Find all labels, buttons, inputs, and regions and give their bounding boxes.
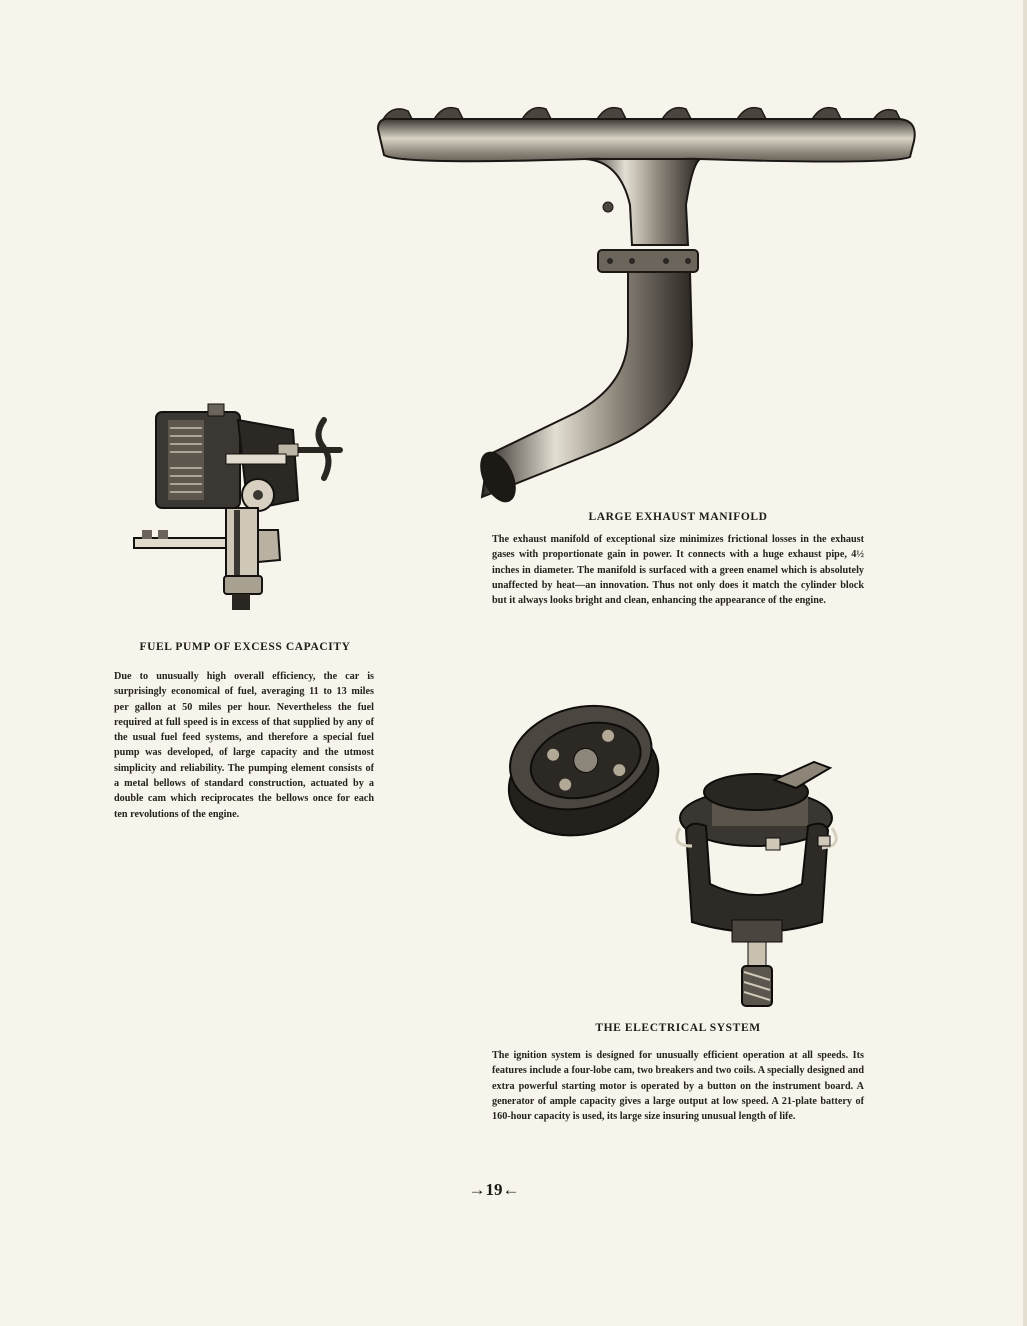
fuel-pump-illustration	[128, 390, 358, 615]
fuel-pump-caption: FUEL PUMP OF EXCESS CAPACITY	[139, 641, 351, 653]
electrical-description: The ignition system is designed for unusually efficient operation at all speeds. Its features include a four-lobe cam, two breakers and two coils. A specially designed and extra powerful starting motor is operated by a button on the instrument board. A generator of ample capacity gives a large output at low speed. A 21-plate battery of 160-hour capacity is used, its large size insuring unusual length of life.	[492, 1050, 864, 1123]
page-edge	[1023, 0, 1027, 1326]
exhaust-manifold-illustration	[370, 95, 920, 505]
electrical-system-illustration	[496, 670, 896, 1015]
exhaust-description: The exhaust manifold of exceptional size minimizes frictional losses in the exhaust gases with proportionate gain in power. It connects with a huge exhaust pipe, 4½ inches in diameter. The manifold is surfaced with a green enamel which is absolutely unaffected by heat—an innovation. Thus not only does it match the cylinder block but it always looks bright and clean, enhancing the appearance of the engine.	[492, 534, 864, 607]
fuel-pump-description: Due to unusually high overall efficiency, the car is surprisingly economical of fuel, averaging 11 to 13 miles per gallon at 50 miles per hour. Nevertheless the fuel required at full speed is in excess of that supplied by any of the usual fuel feed systems, and therefore a special fuel pump was developed, of large capacity and the utmost simplicity and reliability. The pumping element consists of a metal bellows of standard construction, actuated by a double cam which reciprocates the bellows once for each ten revolutions of the engine.	[114, 671, 374, 820]
electrical-caption: THE ELECTRICAL SYSTEM	[595, 1022, 761, 1034]
exhaust-caption: LARGE EXHAUST MANIFOLD	[588, 511, 768, 523]
page-number: →19←	[468, 1180, 520, 1199]
